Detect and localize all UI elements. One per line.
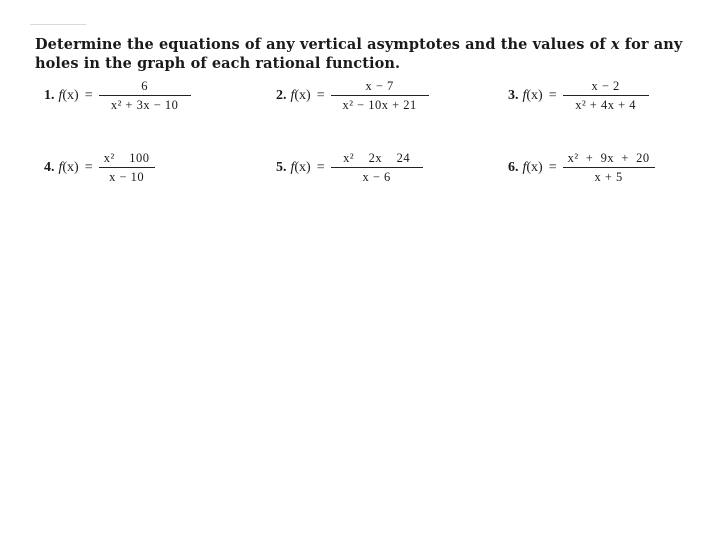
equals-sign: = bbox=[84, 159, 93, 175]
header-divider bbox=[30, 24, 86, 25]
function-name: f bbox=[290, 87, 295, 103]
function-argument: (x) bbox=[62, 159, 79, 175]
numerator: x² 100 bbox=[103, 151, 150, 165]
equals-sign: = bbox=[316, 159, 325, 175]
function-name: f bbox=[58, 87, 63, 103]
numerator: x − 2 bbox=[591, 79, 620, 93]
problem-number: 2. bbox=[276, 87, 287, 103]
equals-sign: = bbox=[548, 87, 557, 103]
problem-1 bbox=[44, 78, 191, 113]
problem-number: 3. bbox=[508, 87, 519, 103]
equals-sign: = bbox=[84, 87, 93, 103]
numerator: x − 7 bbox=[365, 79, 394, 93]
fraction bbox=[331, 150, 423, 185]
fraction bbox=[331, 78, 429, 113]
numerator: x² + 9x + 20 bbox=[567, 151, 650, 165]
function-name: f bbox=[58, 159, 63, 175]
problem-2 bbox=[276, 78, 429, 113]
fraction bbox=[563, 78, 649, 113]
problem-number: 6. bbox=[508, 159, 519, 175]
fraction bbox=[99, 78, 191, 113]
denominator: x − 6 bbox=[362, 170, 391, 184]
function-argument: (x) bbox=[62, 87, 79, 103]
denominator: x − 10 bbox=[109, 170, 145, 184]
instructions-part-2: for any holes in the graph of each rational function. bbox=[35, 36, 683, 72]
problem-4 bbox=[44, 150, 155, 185]
problem-number: 4. bbox=[44, 159, 55, 175]
denominator: x + 5 bbox=[594, 170, 623, 184]
fraction bbox=[99, 150, 155, 185]
function-argument: (x) bbox=[294, 159, 311, 175]
problem-number: 1. bbox=[44, 87, 55, 103]
equals-sign: = bbox=[548, 159, 557, 175]
numerator: x² 2x 24 bbox=[343, 151, 411, 165]
denominator: x² + 3x − 10 bbox=[110, 98, 179, 112]
instructions-text bbox=[35, 35, 705, 73]
function-argument: (x) bbox=[526, 159, 543, 175]
fraction bbox=[563, 150, 655, 185]
denominator: x² + 4x + 4 bbox=[575, 98, 637, 112]
numerator: 6 bbox=[141, 79, 148, 93]
equals-sign: = bbox=[316, 87, 325, 103]
function-name: f bbox=[522, 159, 527, 175]
problem-3 bbox=[508, 78, 649, 113]
problem-5 bbox=[276, 150, 423, 185]
function-argument: (x) bbox=[294, 87, 311, 103]
denominator: x² − 10x + 21 bbox=[342, 98, 417, 112]
function-name: f bbox=[522, 87, 527, 103]
function-argument: (x) bbox=[526, 87, 543, 103]
instructions-part-1: Determine the equations of any vertical asymptotes and the values of bbox=[35, 36, 611, 53]
function-name: f bbox=[290, 159, 295, 175]
instructions-variable: x bbox=[610, 36, 620, 53]
problem-6 bbox=[508, 150, 655, 185]
problem-number: 5. bbox=[276, 159, 287, 175]
